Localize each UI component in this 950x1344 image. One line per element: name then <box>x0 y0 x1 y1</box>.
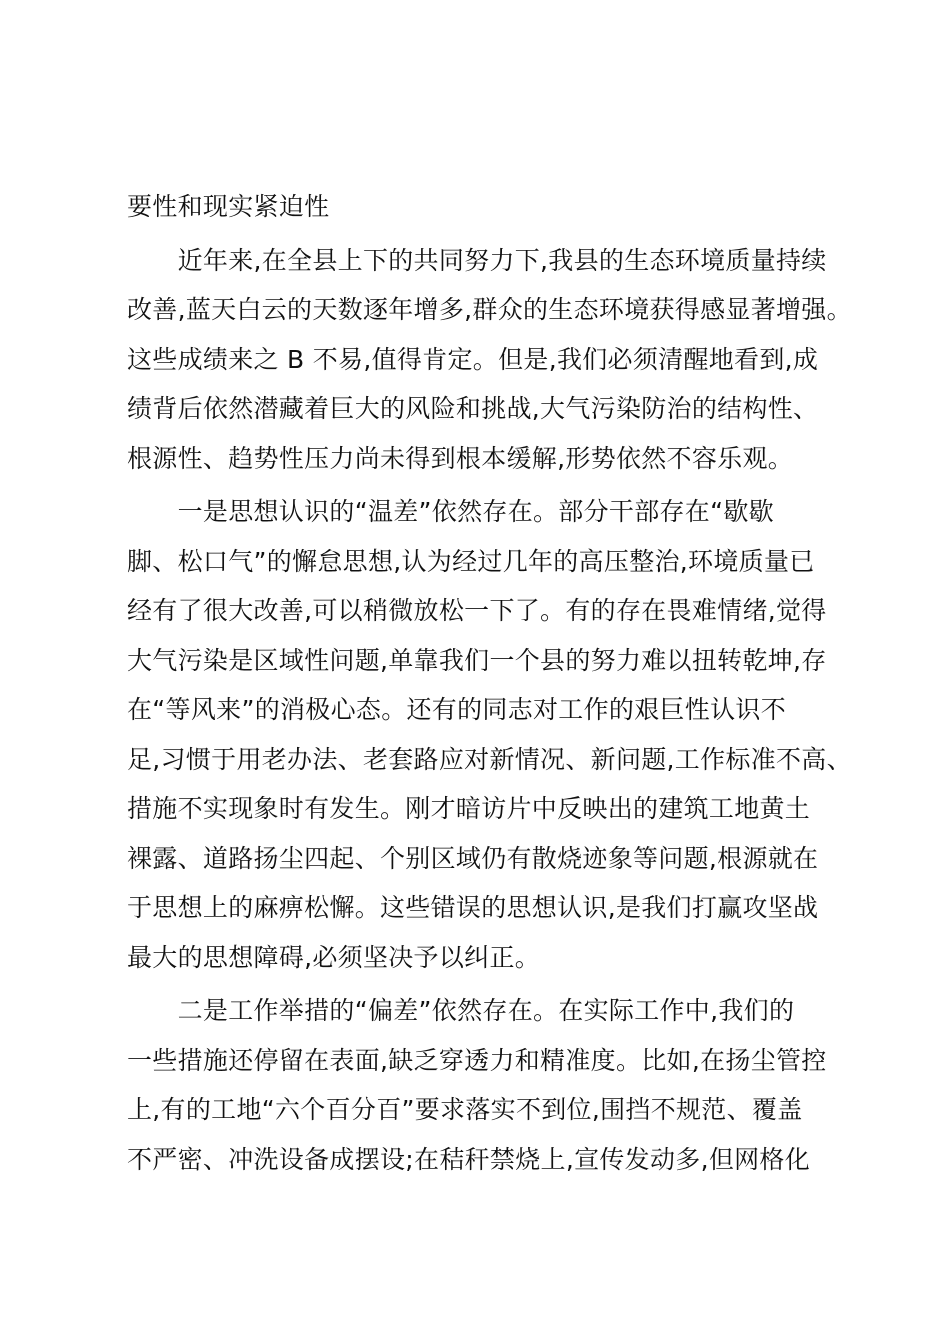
text-line: 根源性、趋势性压力尚未得到根本缓解,形势依然不容乐观。 <box>127 443 794 473</box>
text-line: 近年来,在全县上下的共同努力下,我县的生态环境质量持续 <box>127 245 827 275</box>
text-line: 措施不实现象时有发生。刚才暗访片中反映出的建筑工地黄土 <box>127 794 811 823</box>
text-line: 绩背后依然潜藏着巨大的风险和挑战,大气污染防治的结构性、 <box>127 394 819 423</box>
text-line: 一些措施还停留在表面,缺乏穿透力和精准度。比如,在扬尘管控 <box>127 1045 827 1075</box>
text-line: 经有了很大改善,可以稍微放松一下了。有的存在畏难情绪,觉得 <box>127 596 827 625</box>
text-line: 裸露、道路扬尘四起、个别区域仍有散烧迹象等问题,根源就在 <box>127 843 819 873</box>
text-line: 在“等风来”的消极心态。还有的同志对工作的艰巨性认识不 <box>127 695 787 724</box>
text-line: 改善,蓝天白云的天数逐年增多,群众的生态环境获得感显著增强。 <box>127 295 852 324</box>
text-line: 上,有的工地“六个百分百”要求落实不到位,围挡不规范、覆盖 <box>127 1095 803 1124</box>
text-line: 大气污染是区域性问题,单靠我们一个县的努力难以扭转乾坤,存 <box>127 645 827 675</box>
text-line: 脚、松口气”的懈怠思想,认为经过几年的高压整治,环境质量已 <box>127 546 815 576</box>
text-line: 这些成绩来之 B 不易,值得肯定。但是,我们必须清醒地看到,成 <box>127 344 819 374</box>
text-line: 足,习惯于用老办法、老套路应对新情况、新问题,工作标准不高、 <box>127 744 852 774</box>
paragraph-intro <box>127 236 852 484</box>
document-body <box>127 182 852 1184</box>
text-line: 一是思想认识的“温差”依然存在。部分干部存在“歇歇 <box>127 497 774 526</box>
text-line: 最大的思想障碍,必须坚决予以纠正。 <box>127 942 541 972</box>
paragraph-point-two <box>127 986 847 1184</box>
text-line: 要性和现实紧迫性 <box>127 192 330 221</box>
paragraph-heading-continuation <box>127 182 847 232</box>
text-line: 不严密、冲洗设备成摆设;在秸秆禁烧上,宣传发动多,但网格化 <box>127 1144 811 1174</box>
text-line: 二是工作举措的“偏差”依然存在。在实际工作中,我们的 <box>127 996 795 1025</box>
text-line: 于思想上的麻痹松懈。这些错误的思想认识,是我们打赢攻坚战 <box>127 893 819 922</box>
paragraph-point-one <box>127 487 852 982</box>
